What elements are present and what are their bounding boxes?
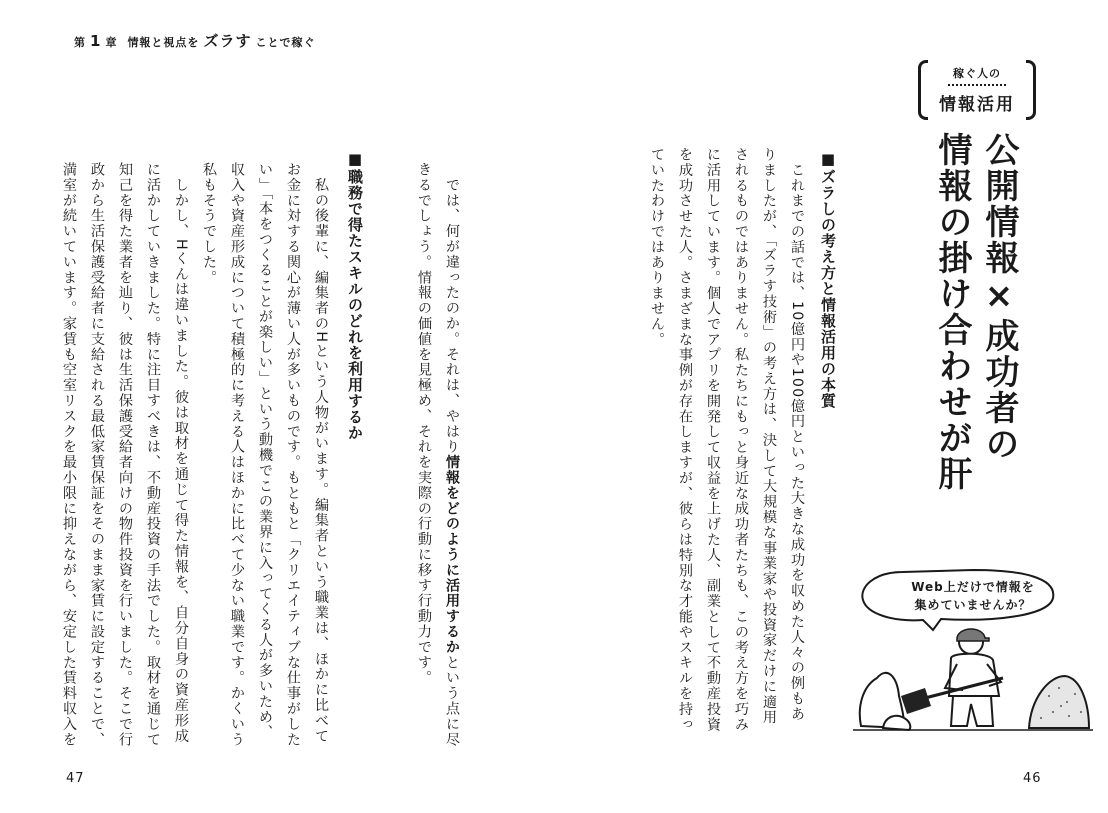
chapter-title-after: ことで稼ぐ <box>255 36 316 49</box>
section-label <box>918 60 1036 122</box>
body-column: 収入や資産形成について積極的に考える人はほかに比べて少ない職業です。かくいう <box>229 162 245 748</box>
page-number-right: 46 <box>1023 771 1042 786</box>
body-column: お金に対する関心が薄い人が多いものです。もともと「クリエイティブな仕事がした <box>285 162 301 748</box>
chapter-title-before: 情報と視点を <box>127 36 200 49</box>
chapter-number: 1 <box>90 32 102 50</box>
body-column: ていたわけではありません。 <box>649 147 665 348</box>
body-column: 知己を得た業者を辿り、彼は生活保護受給者向けの物件投資を行いました。そこで行 <box>117 162 133 748</box>
body-column: を成功させた人。さまざまな事例が存在しますが、彼らは特別な才能やスキルを持っ <box>677 147 693 733</box>
body-column-paragraph2 <box>441 162 463 762</box>
page-number-left: 47 <box>66 771 85 786</box>
person-cap <box>957 629 989 641</box>
paragraph2-text-end: という点に尽 <box>444 654 460 748</box>
body-column: きるでしょう。情報の価値を見極め、それを実際の行動に移す行動力です。 <box>416 162 432 686</box>
label-divider <box>948 84 1006 86</box>
dirt-mound <box>1029 676 1089 728</box>
chapter-suffix: 章 <box>105 36 118 49</box>
person-legs <box>951 696 993 726</box>
bubble-text-line-1: Web上だけで情報を <box>911 580 1035 594</box>
body-column: りましたが、「ズラす技術」の考え方は、決して大規模な事業家や投資家だけに適用 <box>761 147 777 726</box>
body-column: に活用しています。個人でアプリを開発して収益を上げた人、副業として不動産投資 <box>705 147 721 733</box>
chapter-title-emphasis: ズラす <box>203 32 252 50</box>
section-heading-2: ■職務で得たスキルのどれを利用するか <box>346 150 364 441</box>
body-column: 私の後輩に、編集者のHという人物がいます。編集者という職業は、ほかに比べて <box>313 162 329 744</box>
chapter-prefix: 第 <box>74 36 86 49</box>
running-header <box>74 30 315 51</box>
main-title-line-2: 情報の掛け合わせが肝 <box>932 132 972 492</box>
body-column: されるものではありません。私たちにもっと身近な成功者たちも、この考え方を巧み <box>733 147 749 733</box>
body-column: 満室が続いています。家賃も空室リスクを最小限に抑えながら、安定した賃料収入を <box>61 162 77 748</box>
body-column: に活かしていきました。特に注目すべきは、不動産投資の手法でした。取材を通じて <box>145 162 161 748</box>
bubble-text-line-2: 集めていませんか？ <box>914 598 1032 612</box>
illustration-digging-person <box>853 566 1093 736</box>
main-title-line-1: 公開情報×成功者の <box>979 132 1019 462</box>
body-column: い」「本をつくることが楽しい」という動機でこの業界に入ってくる人が多いため、 <box>257 162 273 741</box>
body-column: これまでの話では、10億円や100億円といった大きな成功を収めた人々の例もあ <box>789 147 805 722</box>
body-column: 政から生活保護受給者に支給される最低家賃保証をそのまま家賃に設定することで、 <box>89 162 105 748</box>
label-line-1: 稼ぐ人の <box>953 67 1001 80</box>
body-column: 私もそうでした。 <box>201 162 217 286</box>
label-line-2: 情報活用 <box>939 95 1015 115</box>
section-heading-1: ■ズラしの考え方と情報活用の本質 <box>819 150 837 409</box>
paragraph2-emphasis: 情報をどのように活用するか <box>444 454 460 655</box>
shovel-blade <box>901 688 931 714</box>
paragraph2-text: では、何が違ったのか。それは、やはり <box>444 162 460 455</box>
body-column: しかし、Hくんは違いました。彼は取材を通じて得た情報を、自分自身の資産形成 <box>173 162 189 744</box>
